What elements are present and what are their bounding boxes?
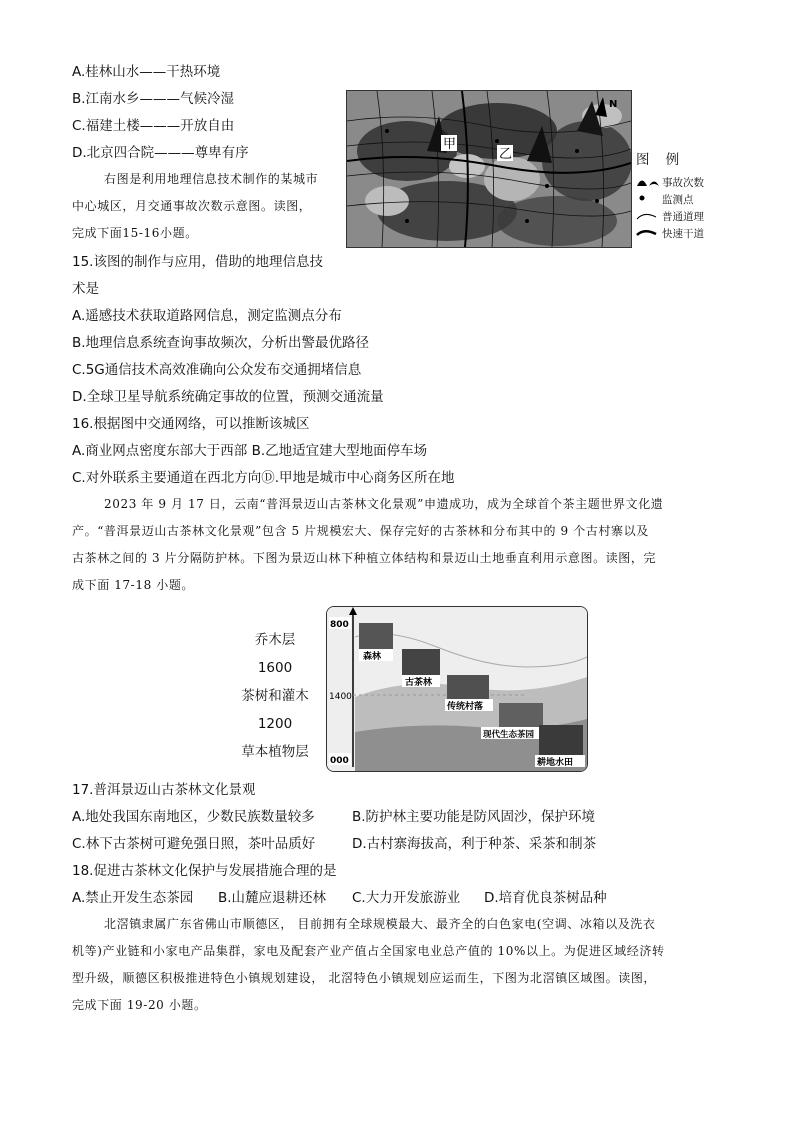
axis-label: 1400 bbox=[329, 692, 352, 702]
zone-label: 现代生态茶园 bbox=[483, 730, 535, 740]
q15-option-d: D.全球卫星导航系统确定事故的位置，预测交通流量 bbox=[72, 389, 384, 405]
layer-label: 草本植物层 bbox=[241, 744, 309, 760]
zone-label: 森林 bbox=[363, 652, 382, 662]
map-intro-line: 右图是利用地理信息技术制作的某城市 bbox=[104, 172, 319, 186]
legend-item: 普通道理 bbox=[636, 208, 746, 225]
zone-label: 耕地水田 bbox=[537, 758, 574, 768]
passage-line: 产。“普洱景迈山古茶林文化景观”包含 5 片规模宏大、保存完好的古茶林和分布其中的 9 个古村寨以及 bbox=[72, 524, 649, 538]
passage-line: 成下面 17-18 小题。 bbox=[72, 578, 195, 592]
q14-option-d: D.北京四合院———尊卑有序 bbox=[72, 145, 249, 161]
layer-label: 1600 bbox=[257, 660, 293, 676]
diagram-graphic bbox=[327, 607, 587, 771]
q18-option-c: C.大力开发旅游业 bbox=[352, 890, 461, 906]
expressway-icon bbox=[636, 226, 662, 241]
q15-stem: 15.该图的制作与应用，借助的地理信息技 bbox=[72, 254, 323, 270]
q14-option-b: B.江南水乡———气候冷湿 bbox=[72, 91, 235, 107]
map-intro-line: 中心城区，月交通事故次数示意图。读图， bbox=[72, 199, 312, 213]
map-legend bbox=[636, 148, 746, 242]
q16-options-ab: A.商业网点密度东部大于西部 B.乙地适宜建大型地面停车场 bbox=[72, 443, 428, 459]
passage-line: 机等)产业链和小家电产品集群，家电及配套产业产值占全国家电业总产值的 10%以上。为促进区域经济转 bbox=[72, 944, 665, 958]
legend-item: 监测点 bbox=[636, 191, 746, 208]
layer-label: 乔木层 bbox=[254, 632, 296, 648]
layer-label: 茶树和灌木 bbox=[241, 688, 309, 704]
q16-stem: 16.根据图中交通网络，可以推断该城区 bbox=[72, 416, 310, 432]
q17-option-a: A.地处我国东南地区，少数民族数量较多 bbox=[72, 809, 315, 825]
passage-line: 古茶林之间的 3 片分隔防护林。下图为景迈山林下种植立体结构和景迈山土地垂直利用示意图。读图，完 bbox=[72, 551, 657, 565]
svg-text:N: N bbox=[609, 99, 618, 110]
ordinary-road-icon bbox=[636, 209, 662, 224]
q17-option-d: D.古村寨海拔高，利于种茶、采茶和制茶 bbox=[352, 836, 597, 852]
map-label-yi: 乙 bbox=[499, 147, 513, 162]
map-label-jia: 甲 bbox=[443, 137, 457, 152]
q16-options-cd: C.对外联系主要通道在西北方向Ⓓ.甲地是城市中心商务区所在地 bbox=[72, 470, 455, 486]
passage-line: 完成下面 19-20 小题。 bbox=[72, 998, 207, 1012]
axis-label: 000 bbox=[330, 756, 349, 766]
axis-label: 800 bbox=[330, 620, 349, 630]
passage-line: 2023 年 9 月 17 日，云南“普洱景迈山古茶林文化景观”申遗成功，成为全球首个茶主题世界文化遗 bbox=[104, 497, 664, 511]
q14-option-a: A.桂林山水——干热环境 bbox=[72, 64, 221, 80]
passage-line: 型升级，顺德区积极推进特色小镇规划建设， 北滘特色小镇规划应运而生，下图为北滘镇区域图。读图， bbox=[72, 971, 657, 985]
q18-option-b: B.山麓应退耕还林 bbox=[218, 890, 327, 906]
map-intro-line: 完成下面15-16小题。 bbox=[72, 226, 198, 240]
q15-stem: 术是 bbox=[72, 281, 99, 297]
q15-option-b: B.地理信息系统查询事故频次，分析出警最优路径 bbox=[72, 335, 370, 351]
q18-option-d: D.培育优良茶树品种 bbox=[484, 890, 607, 906]
q17-option-b: B.防护林主要功能是防风固沙，保护环境 bbox=[352, 809, 596, 825]
monitoring-point-icon bbox=[636, 192, 662, 207]
vegetation-layer-labels bbox=[230, 626, 320, 766]
accident-count-icon bbox=[636, 175, 662, 190]
q18-option-a: A.禁止开发生态茶园 bbox=[72, 890, 194, 906]
q14-option-c: C.福建土楼———开放自由 bbox=[72, 118, 235, 134]
q15-option-a: A.遥感技术获取道路网信息，测定监测点分布 bbox=[72, 308, 342, 324]
legend-item: 快速干道 bbox=[636, 225, 746, 242]
q17-option-c: C.林下古茶树可避免强日照，茶叶品质好 bbox=[72, 836, 316, 852]
legend-item: 事故次数 bbox=[636, 174, 746, 191]
q18-stem: 18.促进古茶林文化保护与发展措施合理的是 bbox=[72, 863, 337, 879]
q17-stem: 17.普洱景迈山古茶林文化景观 bbox=[72, 782, 256, 798]
accident-density-map bbox=[346, 90, 632, 248]
map-graphic bbox=[347, 91, 631, 247]
legend-title: 图 例 bbox=[636, 152, 686, 168]
zone-label: 古茶林 bbox=[405, 678, 433, 688]
zone-label: 传统村落 bbox=[447, 702, 484, 712]
land-use-vertical-diagram bbox=[326, 606, 588, 772]
passage-line: 北滘镇隶属广东省佛山市顺德区， 目前拥有全球规模最大、最齐全的白色家电(空调、冰箱以及洗衣 bbox=[104, 917, 656, 931]
layer-label: 1200 bbox=[257, 716, 293, 732]
q15-option-c: C.5G通信技术高效准确向公众发布交通拥堵信息 bbox=[72, 362, 362, 378]
